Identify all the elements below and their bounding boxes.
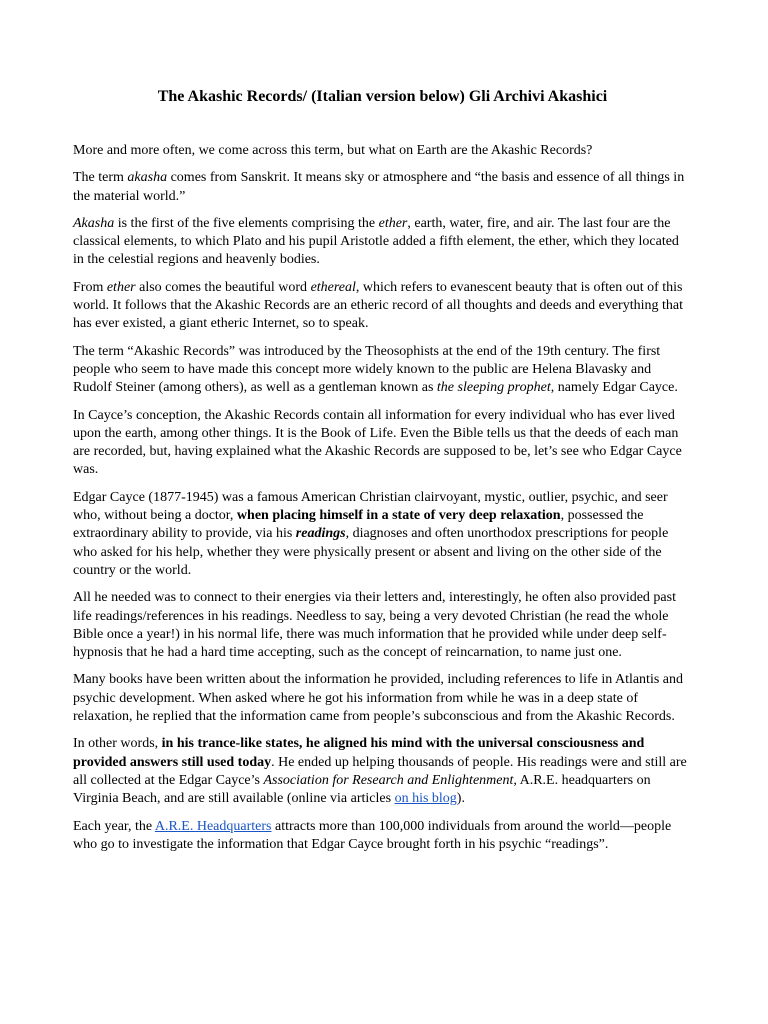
- blog-link[interactable]: on his blog: [394, 791, 457, 807]
- text: , possessed the extraordinary ability to provide, via his: [73, 508, 644, 542]
- text: Edgar Cayce (1877-1945) was a famous American Christian clairvoyant, mystic, outlier, psychic, and seer who, without being a doctor,: [73, 489, 668, 524]
- text: attracts more than 100,000 individuals from around the world—people who go to investigate the information that Edgar Cayce brought forth in his psychic “readings”.: [73, 818, 672, 852]
- text: comes from Sanskrit. It means sky or atmosphere and “the basis and essence of all things in the material world.”: [73, 170, 685, 204]
- document-title: The Akashic Records/ (Italian version below) Gli Archivi Akashici: [157, 88, 608, 105]
- paragraph-five-elements: [73, 215, 692, 270]
- paragraph-theosophists: [73, 343, 692, 398]
- paragraph-books: Many books have been written about the information he provided, including references to life in Atlantis and psychic development. When asked where he got his information from while he was in a deep state of relaxation, he replied that the information came from people’s subconscious and from the Akashic Records.: [73, 672, 683, 725]
- paragraph-energies: All he needed was to connect to their energies via their letters and, interestingly, he often also provided past life readings/references in his readings. Needless to say, being a very devoted Christian (he read the whole Bible once a year!) in his normal life, there was much information that he provided while under deep self-hypnosis that he had a hard time accepting, such as the concept of reincarnation, to name just one.: [73, 590, 676, 661]
- italic-text: ether: [378, 215, 408, 231]
- paragraph-ethereal: [73, 279, 692, 334]
- text: , earth, water, fire, and air. The last four are the classical elements, to which Plato and his pupil Aristotle added a fifth element, the ether, which they located in the celestial regions and heavenly bodies.: [73, 215, 679, 268]
- text: , diagnoses and often unorthodox prescriptions for people who asked for his help, whether they were physically present or absent and living on the other side of the country or the world.: [73, 526, 669, 578]
- text: The term: [73, 170, 128, 186]
- text: From: [73, 279, 107, 295]
- text: , A.R.E. headquarters on Virginia Beach, and are still available (online via articles: [73, 772, 651, 807]
- paragraph-akasha-term: [73, 169, 692, 206]
- paragraph-intro: More and more often, we come across this term, but what on Earth are the Akashic Records?: [73, 143, 593, 158]
- bold-text: when placing himself in a state of very deep relaxation: [236, 508, 561, 524]
- paragraph-cayce-conception: In Cayce’s conception, the Akashic Records contain all information for every individual who has ever lived upon the earth, among other things. It is the Book of Life. Even the Bible tells us that the deeds of each man are recorded, but, having explained what the Akashic Records are supposed to be, let’s see who Edgar Cayce was.: [73, 407, 682, 478]
- italic-text: Association for Research and Enlightenment: [263, 772, 514, 788]
- text: is the first of the five elements comprising the: [114, 215, 379, 231]
- paragraph-are-headquarters: [73, 818, 692, 855]
- paragraph-trance: [73, 735, 692, 808]
- text: ).: [456, 791, 465, 807]
- text: . He ended up helping thousands of people. His readings were and still are all collected at the Edgar Cayce’s: [73, 754, 687, 788]
- italic-text: ethereal: [310, 279, 356, 295]
- bold-text: in his trance-like states, he aligned his mind with the universal consciousness and provided answers still used today: [73, 736, 645, 770]
- text: The term “Akashic Records” was introduced by the Theosophists at the end of the 19th century. The first people who seem to have made this concept more widely known to the public are Helena Blavasky and Rudolf Steiner (among others), as well as a gentleman known as: [73, 343, 661, 396]
- italic-text: the sleeping prophet: [436, 380, 551, 396]
- italic-text: akasha: [127, 170, 168, 186]
- bold-italic-text: readings: [295, 526, 346, 542]
- italic-text: Akasha: [73, 215, 115, 231]
- text: , namely Edgar Cayce.: [550, 380, 678, 396]
- paragraph-cayce-bio: [73, 489, 692, 580]
- italic-text: ether: [106, 279, 136, 295]
- text: , which refers to evanescent beauty that is often out of this world. It follows that the Akashic Records are an etheric record of all thoughts and deeds and everything that has ever existed, a giant etheric Internet, so to speak.: [73, 279, 683, 332]
- text: In other words,: [73, 736, 162, 752]
- text: also comes the beautiful word: [135, 279, 311, 295]
- are-headquarters-link[interactable]: A.R.E. Headquarters: [154, 818, 272, 834]
- text: Each year, the: [73, 818, 155, 834]
